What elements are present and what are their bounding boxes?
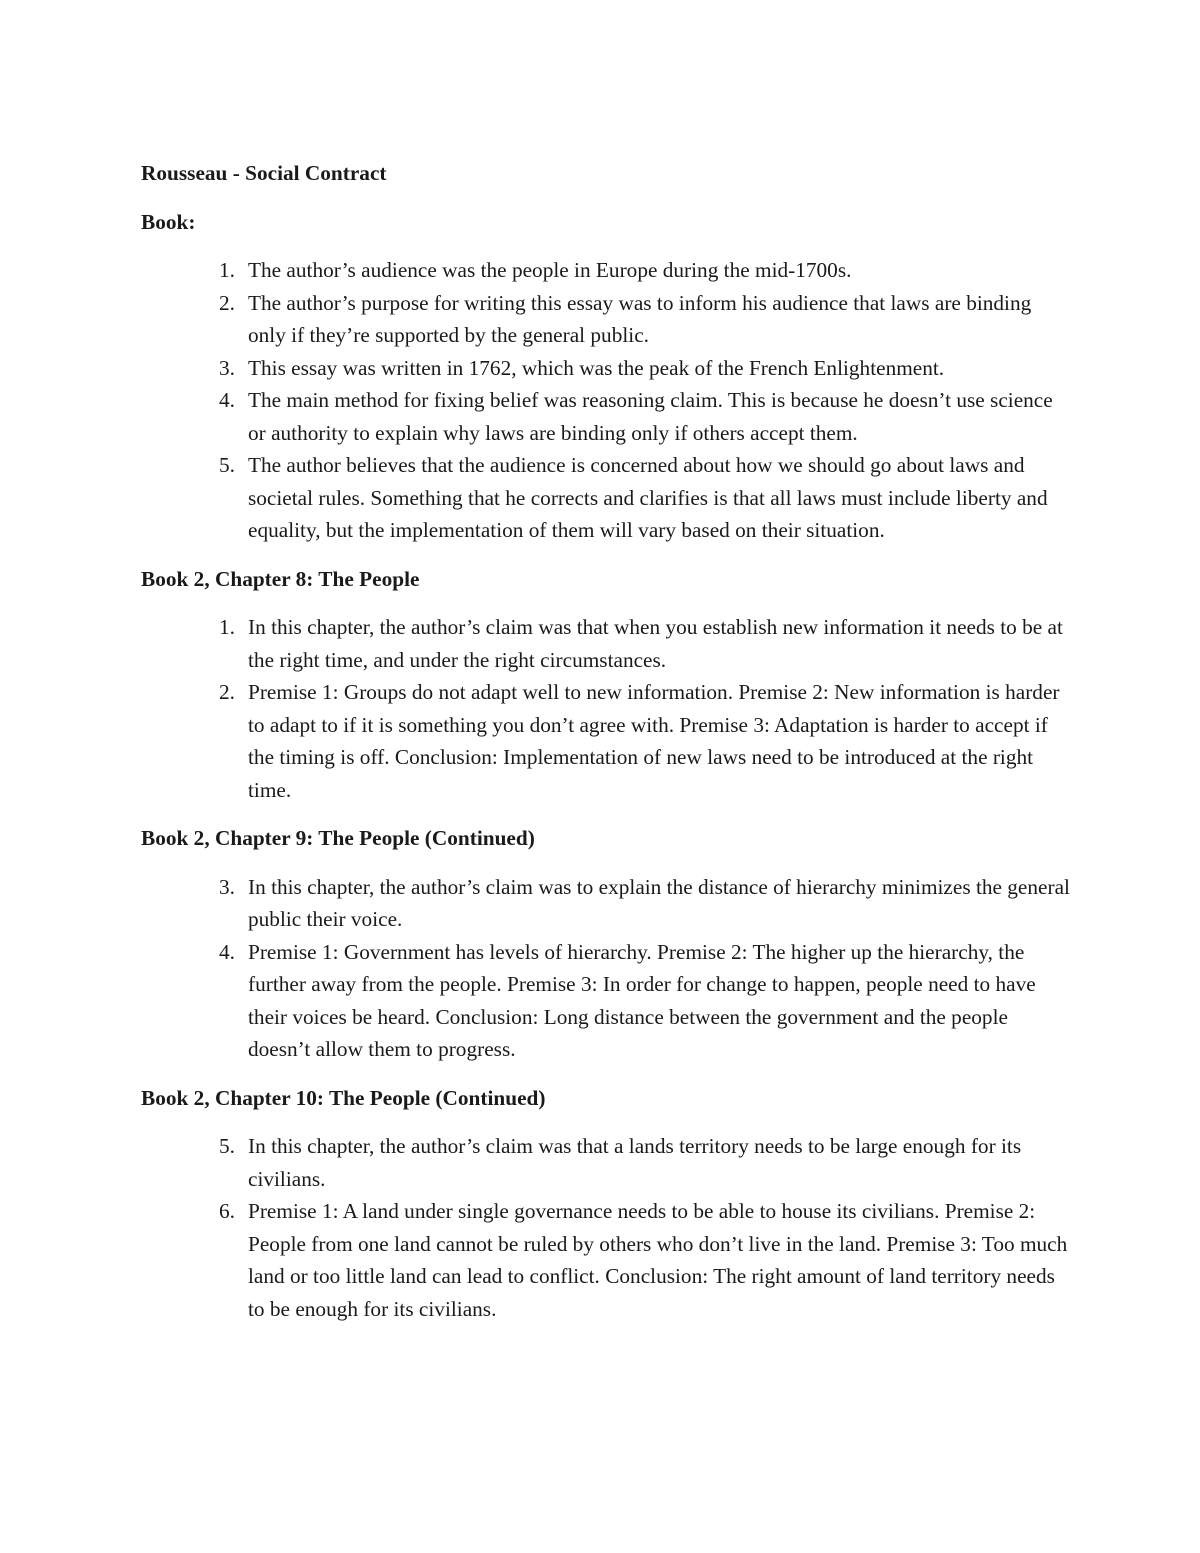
list-item-number: 4. bbox=[219, 939, 235, 964]
section-heading-chapter-10: Book 2, Chapter 10: The People (Continued) bbox=[141, 1085, 546, 1110]
list-item-number: 6. bbox=[219, 1199, 235, 1223]
list-item bbox=[141, 676, 1071, 806]
section-heading-book: Book: bbox=[141, 209, 196, 234]
list-item-number: 5. bbox=[219, 453, 235, 477]
list-item-text: In this chapter, the author’s claim was to explain the distance of hierarchy minimizes the general public their voice. bbox=[248, 874, 1070, 931]
list-item bbox=[141, 611, 1071, 676]
section-list-chapter-9 bbox=[141, 871, 1071, 1066]
section-heading-chapter-9: Book 2, Chapter 9: The People (Continued) bbox=[141, 826, 535, 850]
list-item-text: Premise 1: A land under single governance needs to be able to house its civilians. Premise 2: People from one land cannot be ruled by others who don’t live in the land. Premise 3: Too much land or too little land can lead to conflict. Conclusion: The right amount of land territory needs to be enough for its civilians. bbox=[248, 1199, 1068, 1321]
list-item-number: 2. bbox=[219, 290, 235, 315]
list-item bbox=[141, 254, 1071, 287]
list-item-number: 1. bbox=[219, 258, 235, 282]
list-item-number: 5. bbox=[219, 1134, 235, 1158]
list-item-text: In this chapter, the author’s claim was that a lands territory needs to be large enough for its civilians. bbox=[248, 1134, 1022, 1191]
list-item bbox=[141, 1130, 1071, 1195]
list-item bbox=[141, 287, 1071, 352]
list-item-number: 1. bbox=[219, 615, 235, 639]
list-item bbox=[141, 384, 1071, 449]
list-item-number: 4. bbox=[219, 388, 235, 412]
list-item bbox=[141, 936, 1071, 1066]
section-heading-chapter-8: Book 2, Chapter 8: The People bbox=[141, 566, 420, 591]
list-item-text: The author believes that the audience is concerned about how we should go about laws and societal rules. Something that he corrects and clarifies is that all laws must include liberty and equality, but the implementation of them will vary based on their situation. bbox=[248, 453, 1048, 542]
list-item-text: The author’s audience was the people in Europe during the mid-1700s. bbox=[248, 258, 852, 282]
list-item-text: This essay was written in 1762, which was the peak of the French Enlightenment. bbox=[248, 355, 945, 380]
list-item-number: 2. bbox=[219, 680, 235, 704]
list-item-text: In this chapter, the author’s claim was that when you establish new information it needs to be at the right time, and under the right circumstances. bbox=[248, 615, 1063, 672]
list-item-number: 3. bbox=[219, 874, 235, 899]
document-body bbox=[141, 157, 1071, 1341]
section-list-book bbox=[141, 254, 1071, 547]
list-item-text: The main method for fixing belief was reasoning claim. This is because he doesn’t use science or authority to explain why laws are binding only if others accept them. bbox=[248, 388, 1053, 445]
document-title: Rousseau - Social Contract bbox=[141, 161, 387, 185]
list-item bbox=[141, 871, 1071, 936]
section-list-chapter-10 bbox=[141, 1130, 1071, 1325]
list-item-number: 3. bbox=[219, 355, 235, 380]
section-list-chapter-8 bbox=[141, 611, 1071, 806]
list-item bbox=[141, 352, 1071, 385]
list-item bbox=[141, 1195, 1071, 1325]
list-item-text: Premise 1: Government has levels of hierarchy. Premise 2: The higher up the hierarchy, the further away from the people. Premise 3: In order for change to happen, people need to have their voices be heard. Conclusion: Long distance between the government and the people doesn’t allow them to progress. bbox=[248, 939, 1036, 1061]
list-item-text: The author’s purpose for writing this essay was to inform his audience that laws are binding only if they’re supported by the general public. bbox=[248, 290, 1032, 347]
list-item-text: Premise 1: Groups do not adapt well to new information. Premise 2: New information is harder to adapt to if it is something you don’t agree with. Premise 3: Adaptation is harder to accept if the timing is off. Conclusion: Implementation of new laws need to be introduced at the right time. bbox=[248, 680, 1060, 802]
list-item bbox=[141, 449, 1071, 547]
